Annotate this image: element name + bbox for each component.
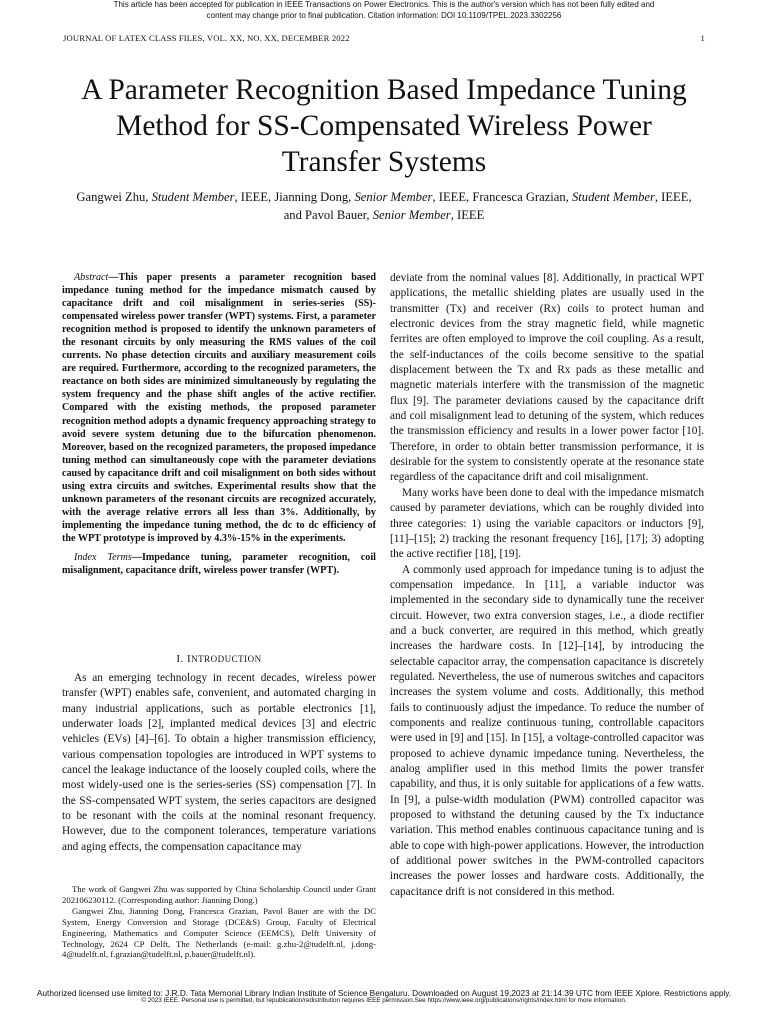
right-paragraph-1: deviate from the nominal values [8]. Additionally, in practical WPT applications, the metallic shielding plates are usually used in the transmitter (Tx) and receiver (Rx) coils to protect human and electronic devices from the stray magnetic field, while magnetic ferrites are often employed to improve the coil coupling. As a result, the self-inductances of the coils become sensitive to the spatial displacement between the Tx and Rx pads as these metallic and magnetic materials interfere with the transmission of the magnetic flux [9]. The parameter deviations caused by the capacitance drift and coil misalignment lead to detuning of the system, which reduces the transmission efficiency and results in a lower power factor [10]. Therefore, in order to obtain better transmission performance, it is desirable for the system to consistently operate at the resonance state regardless of the capacitance drift and coil misalignment. [390,272,704,484]
page-number: 1 [700,33,705,43]
footnotes [62,884,376,960]
publication-notice-banner [0,0,768,21]
index-terms-label: Index Terms [74,551,132,563]
author-3: , IEEE, Francesca Grazian, [432,190,572,204]
author-2: , IEEE, Jianning Dong, [234,190,355,204]
copyright-footer: © 2023 IEEE. Personal use is permitted, but republication/redistribution requires IEEE permission.See https://www.ieee.org/publications/rights/index.html for more information. [141,997,627,1004]
section-heading [62,652,376,667]
banner-line-1: This article has been accepted for publication in IEEE Transactions on Power Electronics. This is the author's version which has not been fully edited and [113,0,655,9]
running-head [63,33,705,45]
right-paragraph-3: A commonly used approach for impedance tuning is to adjust the compensation impedance. In [11], a variable inductor was implemented in the secondary side to dynamically tune the receiver circuit. However, two extra conversion stages, i.e., a diode rectifier and a buck converter, are required in this method, which greatly increases the hardware costs. In [12]–[14], by introducing the selectable capacitor array, the compensation capacitance is discretely regulated. Nevertheless, the use of numerous switches and capacitors increases the system volume and costs. Additionally, this method fails to continuously adjust the impedance. To reduce the number of components and realize continuous tuning, controllable capacitors were used in [9] and [15]. In [15], a voltage-controlled capacitor was proposed to achieve dynamic impedance tuning. Nevertheless, the analog amplifier used in this method limits the power transfer capability, and thus, it is only suitable for applications of a few watts. In [9], a pulse-width modulation (PWM) controlled capacitor was proposed to withstand the detuning caused by the Tx inductance variation. This method enables continuous capacitance tuning and is able to cope with high-power applications. However, the introduction of additional power switches in the PWM-controlled capacitors increases the power losses and hardware costs. Additionally, the capacitance drift is not considered in this method. [390,563,704,898]
author-1: Gangwei Zhu, [76,190,152,204]
section-title-rest: NTRODUCTION [191,654,262,664]
right-paragraph-2: Many works have been done to deal with the impedance mismatch caused by parameter deviations, which can be roughly divided into three categories: 1) using the variable capacitors or inductors [9], [11]–[15]; 2) tracking the resonant frequency [16], [17]; 3) adopting the active rectifier [18], [19]. [390,486,704,561]
author-list [70,188,698,224]
journal-name: JOURNAL OF LATEX CLASS FILES, VOL. XX, NO. XX, DECEMBER 2022 [63,33,350,43]
banner-line-2: content may change prior to final publication. Citation information: DOI 10.1109/TPEL.2023.3302256 [206,11,562,20]
author-3-role: Student Member [571,190,655,204]
abstract-text: —This paper presents a parameter recognition based impedance tuning method for the impedance mismatch caused by capacitance drift and coil misalignment in series-series (SS)-compensated wireless power transfer (WPT) systems. First, a parameter recognition method is proposed to identify the unknown parameters of the resonant circuits by only measuring the RMS values of the coil currents. No phase detection circuits and auxiliary measurement coils are required. Furthermore, according to the recognized parameters, the reactance on both sides are minimized simultaneously by regulating the system frequency and the phase shift angles of the active rectifier. Compared with the existing methods, the proposed parameter recognition method adopts a dynamic frequency approaching strategy to avoid severe system detuning due to the bifurcation phenomenon. Moreover, based on the recognized parameters, the proposed impedance tuning method can simultaneously cope with the parameter deviations caused by capacitance drift and coil misalignment on both sides without using extra circuits and switches. Experimental results show that the unknown parameters of the resonant circuits are recognized accurately, with the average relative errors all less than 3%. Additionally, by implementing the impedance tuning method, the dc to dc efficiency of the WPT prototype is improved by 4.3%-15% in the experiments. [62,272,376,544]
author-1-role: Student Member [151,190,235,204]
footnote-funding: The work of Gangwei Zhu was supported by China Scholarship Council under Grant 202106230112. (Corresponding author: Jianning Dong.) [62,884,376,905]
author-2-role: Senior Member [354,190,433,204]
footnote-affiliation: Gangwei Zhu, Jianning Dong, Francesca Grazian, Pavol Bauer are with the DC System, Energy Conversion and Storage (DCE&S) Group, Faculty of Electrical Engineering, Mathematics and Computer Science (EEMCS), Delft University of Technology, 2624 CP Delft, The Netherlands (e-mail: g.zhu-2@tudelft.nl, j.dong-4@tudelft.nl, f.grazian@tudelft.nl, p.bauer@tudelft.nl). [62,905,376,960]
author-5: , IEEE [450,208,485,222]
author-4: , IEEE, and Pavol Bauer, [283,190,692,222]
intro-paragraph: As an emerging technology in recent decades, wireless power transfer (WPT) enables safe, convenient, and automated charging in many industrial applications, such as portable electronics [1], underwater loads [2], implanted medical devices [3] and electric vehicles (EVs) [4]–[6]. To obtain a higher transmission efficiency, various compensation topologies are introduced in WPT systems to cancel the leakage inductance of the loosely coupled coils, where the most widely-used one is the series-series (SS) compensation [7]. In the SS-compensated WPT system, the series capacitors are designed to be resonant with the coils at the nominal resonant frequency. However, due to the component tolerances, temperature variations and aging effects, the compensation capacitance may [62,672,376,853]
abstract [62,271,376,545]
abstract-block [62,271,376,577]
right-column-body [390,271,704,900]
abstract-label: Abstract [74,272,109,283]
section-title-first: I [187,653,192,665]
title-line-3: Transfer Systems [281,146,487,178]
index-terms [62,551,376,577]
title-line-2: Method for SS-Compensated Wireless Power [116,110,652,142]
section-numeral: I. [176,653,187,665]
license-footer: Authorized licensed use limited to: J.R.D. Tata Memorial Library Indian Institute of Science Bengaluru. Downloaded on August 19,2023 at 21:14:39 UTC from IEEE Xplore. Restrictions apply. [36,988,732,998]
paper-title [40,72,728,180]
introduction-body [62,671,376,855]
index-terms-text: —Impedance tuning, parameter recognition, coil misalignment, capacitance drift, wireless power transfer (WPT). [62,551,376,577]
title-line-1: A Parameter Recognition Based Impedance Tuning [81,74,687,106]
section-introduction-heading [62,652,376,667]
author-4-role: Senior Member [372,208,451,222]
